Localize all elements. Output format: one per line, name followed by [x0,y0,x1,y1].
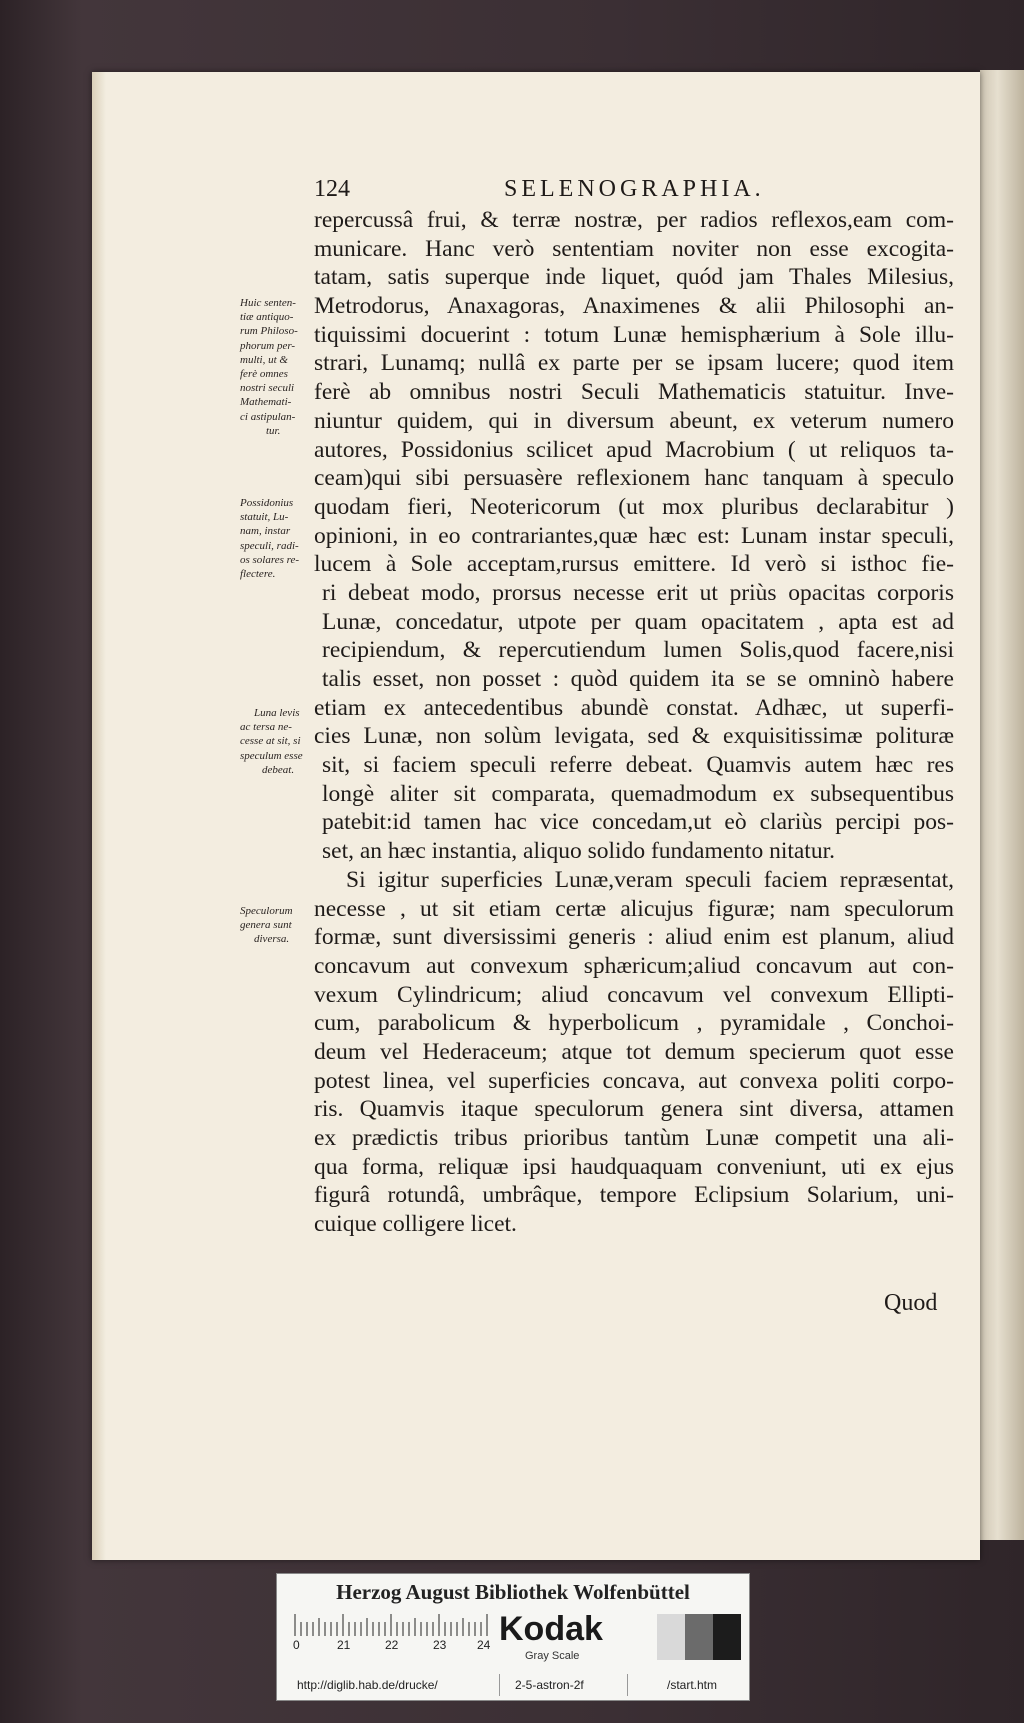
catchword: Quod [884,1290,938,1316]
text-line: ferè ab omnibus nostri Seculi Mathematicis statuitur. Inve- [314,379,954,406]
text-line: ex prædictis tribus prioribus tantùm Lunæ competit una ali- [314,1125,954,1151]
text-line: ri debeat modo, prorsus necesse erit ut priùs opacitas corporis [322,579,954,606]
gray-swatch [713,1614,741,1660]
text-line: tatam, satis superque inde liquet, quód jam Thales Milesius, [314,264,954,291]
marginal-note: Possidonius statuit, Lu- nam, instar speculi, radi- os solares re- flectere. [240,497,300,581]
running-head: SELENOGRAPHIA. [504,176,765,202]
text-line: opinioni, in eo contrariantes,quæ hæc est: Lunam instar speculi, [314,522,954,549]
text-line: municare. Hanc verò sententiam noviter non esse excogita- [314,235,954,262]
text-line: ceam)qui sibi persuasère reflexionem hanc tanquam à speculo [314,465,954,492]
divider [499,1674,500,1696]
marginal-note: Luna levis ac tersa ne- cesse at sit, si speculum esse debeat. [240,707,303,776]
divider [627,1674,628,1696]
text-line: Metrodorus, Anaxagoras, Anaximenes & alii Philosophi an- [314,293,954,320]
library-color-card [276,1573,750,1701]
page-header [314,176,954,210]
text-line: sit, si faciem speculi referre debeat. Quamvis autem hæc res [322,752,954,779]
url-right: /start.htm [667,1678,718,1692]
text-line: patebit:id tamen hac vice concedam,ut eò clariùs percipi pos- [322,809,954,836]
text-line: ris. Quamvis itaque speculorum genera sint diversa, attamen [314,1096,954,1123]
library-name: Herzog August Bibliothek Wolfenbüttel [336,1580,690,1604]
text-line: qua forma, reliquæ ipsi haudquaquam conveniunt, uti ex ejus [314,1153,954,1180]
text-line: potest linea, vel superficies concava, aut convexa politi corpo- [314,1067,954,1094]
kodak-logo: Kodak [499,1610,603,1648]
gray-swatch [657,1614,685,1660]
url-mid: 2-5-astron-2f [515,1678,584,1692]
url-left: http://diglib.hab.de/drucke/ [297,1678,438,1692]
measuring-ruler [293,1614,491,1656]
gray-scale-label: Gray Scale [525,1650,580,1662]
text-line: deum vel Hederaceum; atque tot demum specierum quot esse [314,1038,954,1065]
ruler-label: 21 [337,1638,351,1652]
text-line: vexum Cylindricum; aliud concavum vel convexum Ellipti- [314,981,954,1008]
text-line: concavum aut convexum sphæricum;aliud concavum aut con- [314,952,954,979]
ruler-label: 24 [477,1638,491,1652]
text-line: niuntur quidem, qui in diversum abeunt, ex veterum numero [314,407,954,434]
text-line: strari, Lunamq; nullâ ex parte per se ipsam lucere; quod item [314,350,954,377]
card-footer [277,1674,749,1696]
text-line: cies Lunæ, non solùm levigata, sed & exquisitissimæ polituræ [314,723,954,750]
text-line: cuique colligere licet. [314,1211,517,1238]
ruler-ticks [293,1614,491,1636]
text-line: autores, Possidonius scilicet apud Macrobium ( ut reliquos ta- [314,436,954,463]
adjacent-page-edge [980,70,1024,1540]
marginal-note: Speculorum genera sunt diversa. [240,905,293,946]
text-line: recipiendum, & repercutiendum lumen Solis,quod facere,nisi [322,637,954,664]
ruler-label: 0 [293,1638,300,1652]
text-line: quodam fieri, Neotericorum (ut mox pluribus declarabitur ) [314,493,954,520]
text-line: cum, parabolicum & hyperbolicum , pyramidale , Conchoi- [314,1010,954,1037]
text-line: Si igitur superficies Lunæ,veram speculi faciem repræsentat, [346,866,954,893]
marginal-note: Huic senten- tiæ antiquo- rum Philoso- phorum per- multi, ut & ferè omnes nostri seculi Mathemati- ci astipulan- tur. [240,297,298,437]
body-text [314,206,954,1239]
text-line: etiam ex antecedentibus abundè constat. Adhæc, ut superfi- [314,694,954,721]
text-line: Lunæ, concedatur, utpote per quam opacitatem , apta est ad [322,608,954,635]
text-line: set, an hæc instantia, aliquo solido fundamento nitatur. [322,838,835,865]
text-line: talis esset, non posset : quòd quidem ita se se omninò habere [322,666,954,692]
ruler-label: 22 [385,1638,399,1652]
text-line: formæ, sunt diversissimi generis : aliud enim est planum, aliud [314,924,954,951]
gray-swatch [685,1614,713,1660]
text-line: figurâ rotundâ, umbrâque, tempore Eclipsium Solarium, uni- [314,1182,954,1209]
ruler-label: 23 [433,1638,447,1652]
page-number: 124 [314,176,350,202]
text-line: necesse , ut sit etiam certæ alicujus figuræ; nam speculorum [314,895,954,922]
gray-scale-swatches [657,1614,741,1660]
text-line: tiquissimi docuerint : totum Lunæ hemisphærium à Sole illu- [314,321,954,348]
text-line: lucem à Sole acceptam,rursus emittere. Id verò si isthoc fie- [314,551,954,578]
text-line: longè aliter sit comparata, quemadmodum ex subsequentibus [322,780,954,807]
text-line: repercussâ frui, & terræ nostræ, per radios reflexos,eam com- [314,207,954,233]
